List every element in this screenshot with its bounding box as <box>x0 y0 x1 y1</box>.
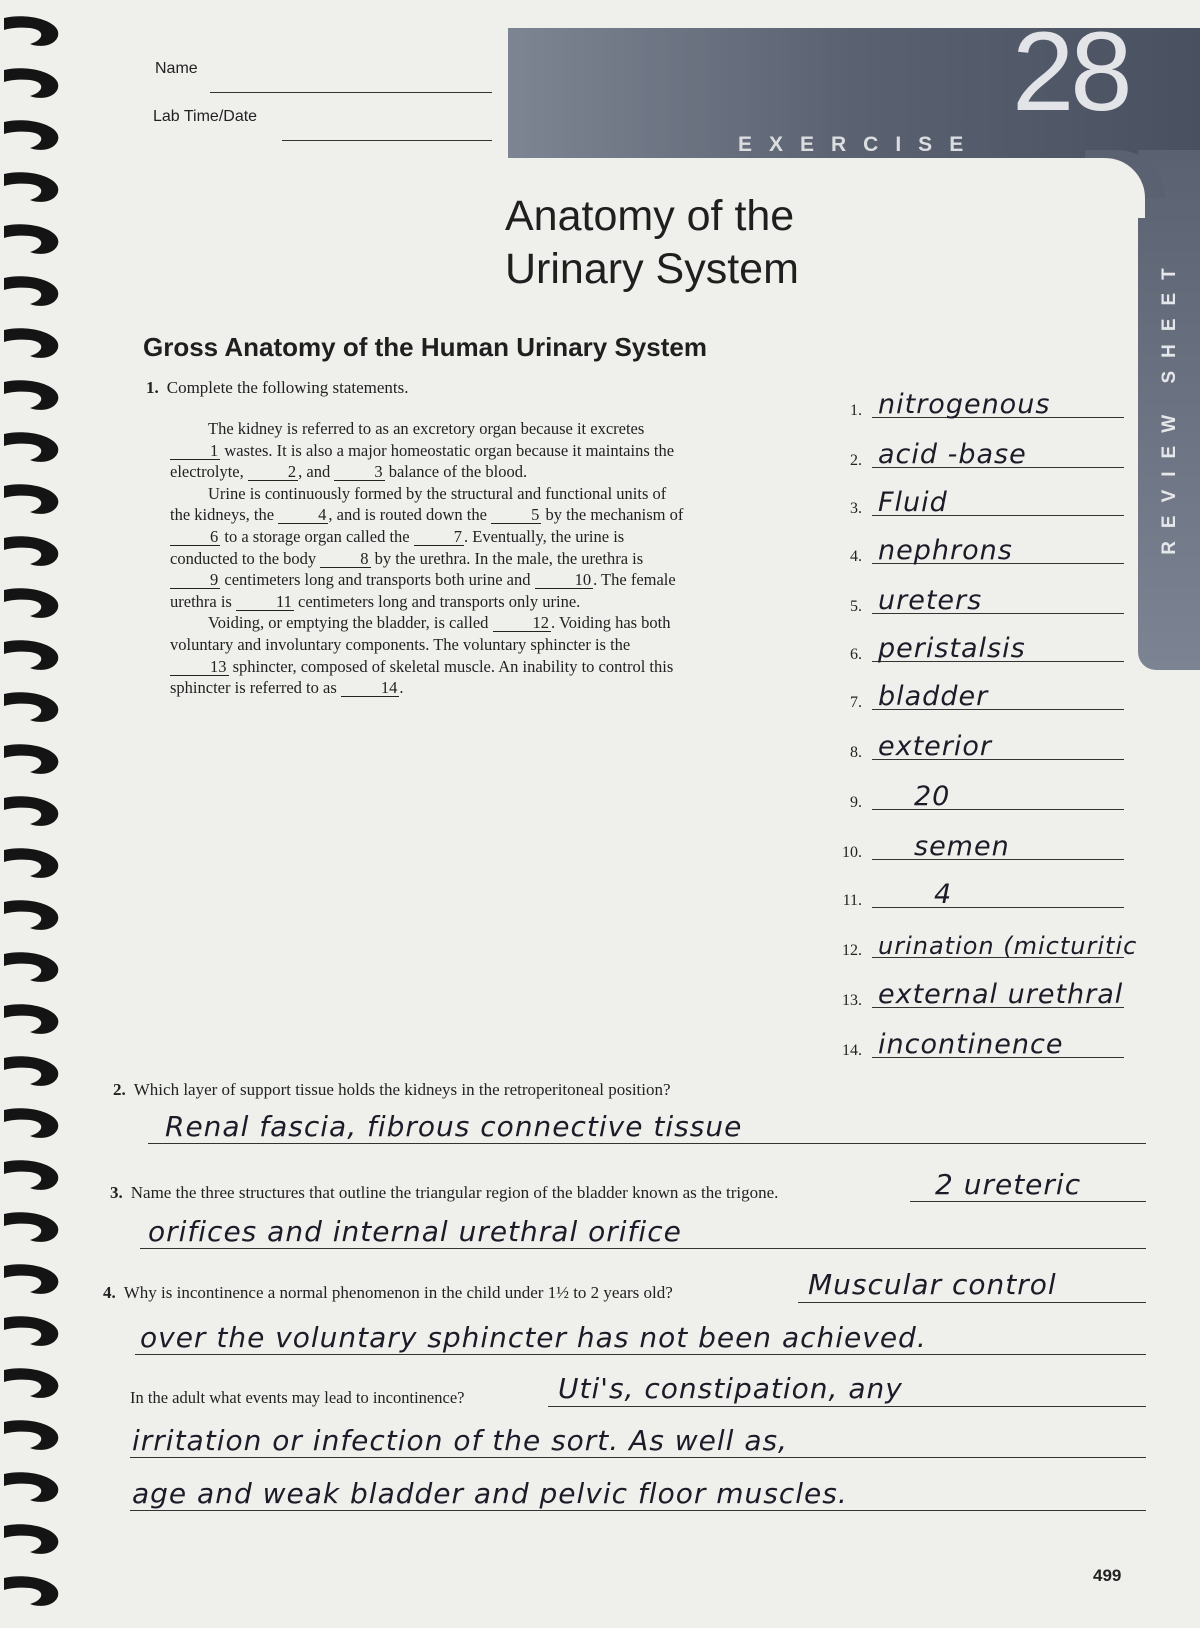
answer-line[interactable] <box>135 1354 1146 1355</box>
answer-row[interactable]: 13. external urethral <box>842 979 1124 1010</box>
spiral-coil <box>4 1056 58 1086</box>
question-3: 3. Name the three structures that outline the triangular region of the bladder known as the trigone. <box>110 1183 779 1202</box>
question-1: 1. Complete the following statements. <box>146 378 409 397</box>
blank: 2 <box>248 464 298 481</box>
spiral-coil <box>4 536 58 566</box>
page-title: Anatomy of the Urinary System <box>505 192 799 293</box>
answer-4e: age and weak bladder and pelvic floor muscles. <box>132 1477 848 1510</box>
answer-row[interactable]: 1. nitrogenous <box>834 386 1124 426</box>
blank: 3 <box>334 464 384 481</box>
answer-row[interactable]: 14. incontinence <box>834 1026 1124 1066</box>
answer-row[interactable]: 6. peristalsis <box>834 630 1124 670</box>
answer-4b: over the voluntary sphincter has not been achieved. <box>140 1321 927 1354</box>
answer-line[interactable] <box>910 1201 1146 1202</box>
answer-row[interactable]: 7. bladder <box>834 678 1124 718</box>
spiral-coil <box>4 588 58 618</box>
answer-2: Renal fascia, fibrous connective tissue <box>165 1110 743 1143</box>
spiral-coil <box>4 328 58 358</box>
spiral-coil <box>4 900 58 930</box>
answer-line[interactable] <box>130 1510 1146 1511</box>
answer-3a: 2 ureteric <box>935 1168 1082 1201</box>
spiral-coil <box>4 1004 58 1034</box>
fill-in-paragraphs <box>170 418 690 699</box>
section-heading: Gross Anatomy of the Human Urinary System <box>143 332 707 362</box>
spiral-coil <box>4 796 58 826</box>
spiral-binding <box>0 0 70 1628</box>
spiral-coil <box>4 1264 58 1294</box>
spiral-coil <box>4 432 58 462</box>
blank: 7 <box>414 529 464 546</box>
question-4: 4. Why is incontinence a normal phenomenon in the child under 1½ to 2 years old? <box>103 1283 673 1302</box>
blank: 9 <box>170 572 220 589</box>
answer-line[interactable] <box>148 1143 1146 1144</box>
answer-line[interactable] <box>140 1248 1146 1249</box>
paragraph-1: The kidney is referred to as an excretory organ because it excretes 1 wastes. It is also a major homeostatic organ because it maintains the electrolyte, 2 , and 3 balance of the blood. <box>170 419 675 482</box>
blank: 10 <box>535 572 594 589</box>
spiral-coil <box>4 952 58 982</box>
spiral-coil <box>4 120 58 150</box>
spiral-coil <box>4 1420 58 1450</box>
answer-4c: Uti's, constipation, any <box>558 1372 903 1405</box>
answer-line[interactable] <box>548 1406 1146 1407</box>
spiral-coil <box>4 1368 58 1398</box>
name-label: Name <box>155 60 198 77</box>
spiral-coil <box>4 224 58 254</box>
spiral-coil <box>4 1472 58 1502</box>
answer-row[interactable]: 4. nephrons <box>834 532 1124 572</box>
blank: 11 <box>236 594 294 611</box>
spiral-coil <box>4 1316 58 1346</box>
answer-line[interactable] <box>130 1457 1146 1458</box>
answer-row[interactable]: 12. urination (micturitic <box>842 932 1138 960</box>
blank: 8 <box>320 551 370 568</box>
answer-3b: orifices and internal urethral orifice <box>148 1215 682 1248</box>
question-4-part-2: In the adult what events may lead to incontinence? <box>130 1388 465 1407</box>
review-sheet-label: REVIEW SHEET <box>1159 255 1180 555</box>
spiral-coil <box>4 744 58 774</box>
paragraph-2: Urine is continuously formed by the structural and functional units of the kidneys, the 4 , and is routed down the 5 by the mechanism of 6 to a storage organ called the 7 . Eventually, the urine is conducted to the body 8 by the urethra. In the male, the urethra is 9 centimeters long and transports both urine and 10 . The female urethra is 11 centimeters long and transports only urine. <box>170 483 684 611</box>
spiral-coil <box>4 172 58 202</box>
spiral-coil <box>4 1108 58 1138</box>
question-2: 2. Which layer of support tissue holds the kidneys in the retroperitoneal position? <box>113 1080 671 1099</box>
answer-row[interactable]: 10. semen <box>834 828 1124 868</box>
blank: 13 <box>170 659 229 676</box>
exercise-label: EXERCISE <box>738 133 981 156</box>
answer-4d: irritation or infection of the sort. As well as, <box>132 1424 788 1457</box>
name-field[interactable] <box>210 92 492 93</box>
answer-line[interactable] <box>798 1302 1146 1303</box>
spiral-coil <box>4 1212 58 1242</box>
spiral-coil <box>4 640 58 670</box>
blank: 1 <box>170 443 220 460</box>
spiral-coil <box>4 68 58 98</box>
spiral-coil <box>4 380 58 410</box>
page-number: 499 <box>1093 1566 1122 1585</box>
spiral-coil <box>4 16 58 46</box>
answer-row[interactable]: 11. 4 <box>834 876 1124 916</box>
spiral-coil <box>4 692 58 722</box>
blank: 5 <box>491 507 541 524</box>
blank: 12 <box>493 615 552 632</box>
paragraph-3: Voiding, or emptying the bladder, is called 12 . Voiding has both voluntary and involuntary components. The voluntary sphincter is the 13 sphincter, composed of skeletal muscle. An inability to control this sphincter is referred to as 14 . <box>170 613 674 698</box>
spiral-coil <box>4 1524 58 1554</box>
answer-4a: Muscular control <box>808 1268 1057 1301</box>
spiral-coil <box>4 1576 58 1606</box>
answer-row[interactable]: 2. acid -base <box>834 436 1124 476</box>
spiral-coil <box>4 848 58 878</box>
answer-row[interactable]: 8. exterior <box>834 728 1124 768</box>
blank: 6 <box>170 529 220 546</box>
spiral-coil <box>4 1160 58 1190</box>
lab-time-label: Lab Time/Date <box>153 108 258 125</box>
spiral-coil <box>4 484 58 514</box>
answer-row[interactable]: 3. Fluid <box>834 484 1124 524</box>
blank: 14 <box>341 680 400 697</box>
blank: 4 <box>278 507 328 524</box>
spiral-coil <box>4 276 58 306</box>
answer-row[interactable]: 5. ureters <box>834 582 1124 622</box>
exercise-number: 28 <box>1012 9 1129 134</box>
lab-time-field[interactable] <box>282 140 492 141</box>
answer-row[interactable]: 9. 20 <box>834 778 1124 818</box>
